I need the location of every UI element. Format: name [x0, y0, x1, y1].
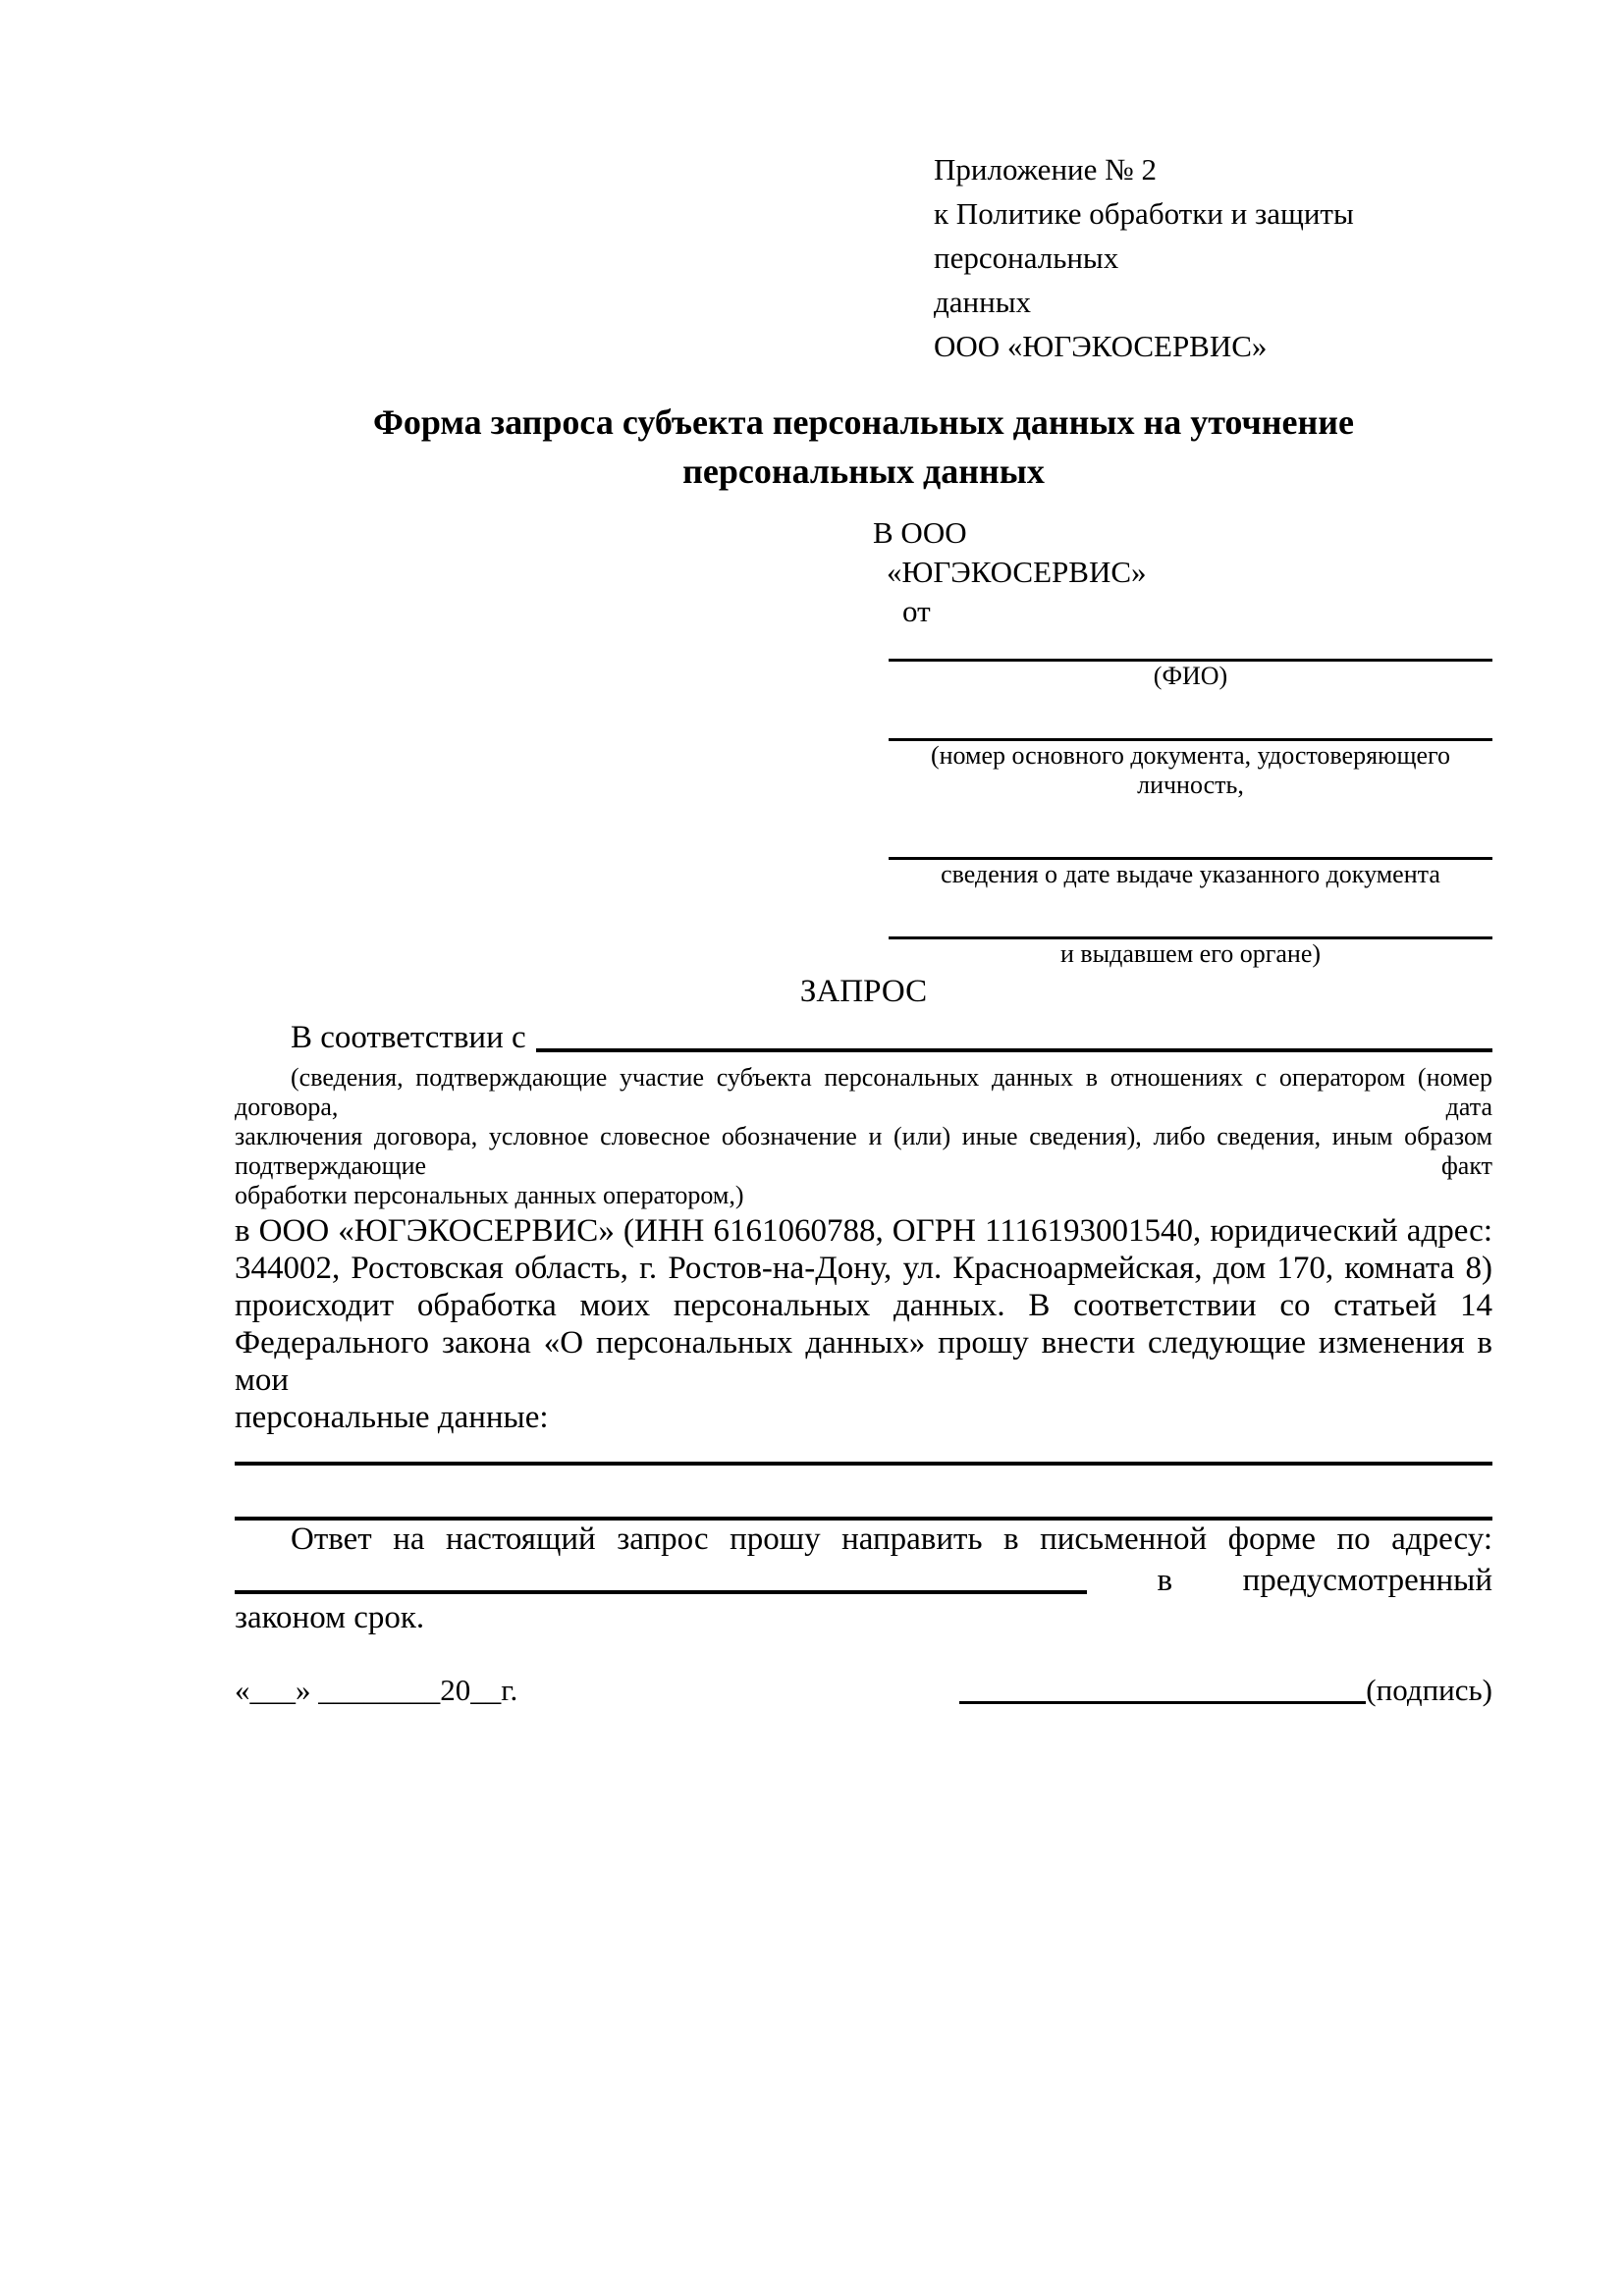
- request-heading: ЗАПРОС: [799, 974, 928, 1009]
- changes-blank-line-1: [235, 1436, 1492, 1466]
- reply-paragraph: [235, 1521, 1492, 1636]
- small-print-note: [235, 1063, 1492, 1210]
- body-line: Федерального закона «О персональных данных» прошу внести следующие изменения в мои: [235, 1325, 1492, 1398]
- body-line: происходит обработка моих персональных данных. В соответствии со статьей 14: [235, 1288, 1492, 1323]
- issuing-authority-caption: и выдавшем его органе): [1059, 939, 1322, 968]
- reply-tail: законом срок.: [235, 1600, 425, 1635]
- reply-address-line: [235, 1558, 1492, 1599]
- annex-line: Приложение № 2: [934, 152, 1157, 187]
- small-print-line: (сведения, подтверждающие участие субъекта персональных данных в отношениях с оператором (номер договора, дата: [235, 1063, 1492, 1121]
- signature-caption: (подпись): [1366, 1673, 1492, 1707]
- fio-blank-line: [889, 631, 1492, 662]
- body-paragraph: [235, 1212, 1492, 1436]
- document-title-line: персональных данных: [682, 452, 1045, 491]
- body-line: в ООО «ЮГЭКОСЕРВИС» (ИНН 6161060788, ОГРН 1116193001540, юридический адрес:: [235, 1213, 1492, 1249]
- signature-blank-line: [959, 1701, 1366, 1704]
- annex-line: данных: [934, 285, 1032, 319]
- body-line: 344002, Ростовская область, г. Ростов-на-Дону, ул. Красноармейская, дом 170, комната 8): [235, 1251, 1492, 1286]
- small-print-line: заключения договора, условное словесное обозначение и (или) иные сведения), либо сведения, иным образом подтверждающие факт: [235, 1122, 1492, 1180]
- body-line: персональные данные:: [235, 1400, 549, 1435]
- small-print-line: обработки персональных данных оператором,): [235, 1181, 744, 1209]
- fio-caption: (ФИО): [1153, 662, 1228, 690]
- reply-word-in: в: [1157, 1563, 1173, 1598]
- accordance-prefix: В соответствии с: [291, 1020, 526, 1055]
- document-number-field: [889, 691, 1492, 800]
- signature-group: [959, 1672, 1492, 1709]
- document-title: [235, 398, 1492, 496]
- addressee-org-line2: «ЮГЭКОСЕРВИС»: [887, 555, 1147, 589]
- annex-block: [934, 147, 1492, 368]
- issuing-authority-blank-line: [889, 889, 1492, 939]
- reply-word-term: предусмотренный: [1242, 1563, 1492, 1598]
- addressee-block: [873, 513, 1492, 969]
- accordance-blank-line: [536, 1048, 1492, 1052]
- issue-date-field: [889, 800, 1492, 889]
- changes-blank-line-2: [235, 1466, 1492, 1521]
- addressee-from-label: от: [902, 594, 931, 628]
- document-title-line: Форма запроса субъекта персональных данных на уточнение: [373, 402, 1354, 442]
- annex-line: ООО «ЮГЭКОСЕРВИС»: [934, 329, 1268, 363]
- issuing-authority-field: [889, 889, 1492, 969]
- document-number-blank-line: [889, 691, 1492, 741]
- date-signature-row: [235, 1672, 1492, 1709]
- addressee-org-line1: В ООО: [873, 515, 967, 550]
- date-line: «___» ________20__г.: [235, 1673, 518, 1707]
- reply-sentence: Ответ на настоящий запрос прошу направить в письменной форме по адресу:: [291, 1522, 1492, 1557]
- accordance-line: [235, 1018, 1492, 1057]
- document-number-caption: (номер основного документа, удостоверяющего личность,: [930, 741, 1451, 799]
- address-blank-line: [235, 1590, 1087, 1594]
- issue-date-blank-line: [889, 800, 1492, 860]
- fio-field: [889, 631, 1492, 691]
- annex-line: к Политике обработки и защиты персональных: [934, 196, 1354, 275]
- issue-date-caption: сведения о дате выдаче указанного документа: [941, 860, 1440, 888]
